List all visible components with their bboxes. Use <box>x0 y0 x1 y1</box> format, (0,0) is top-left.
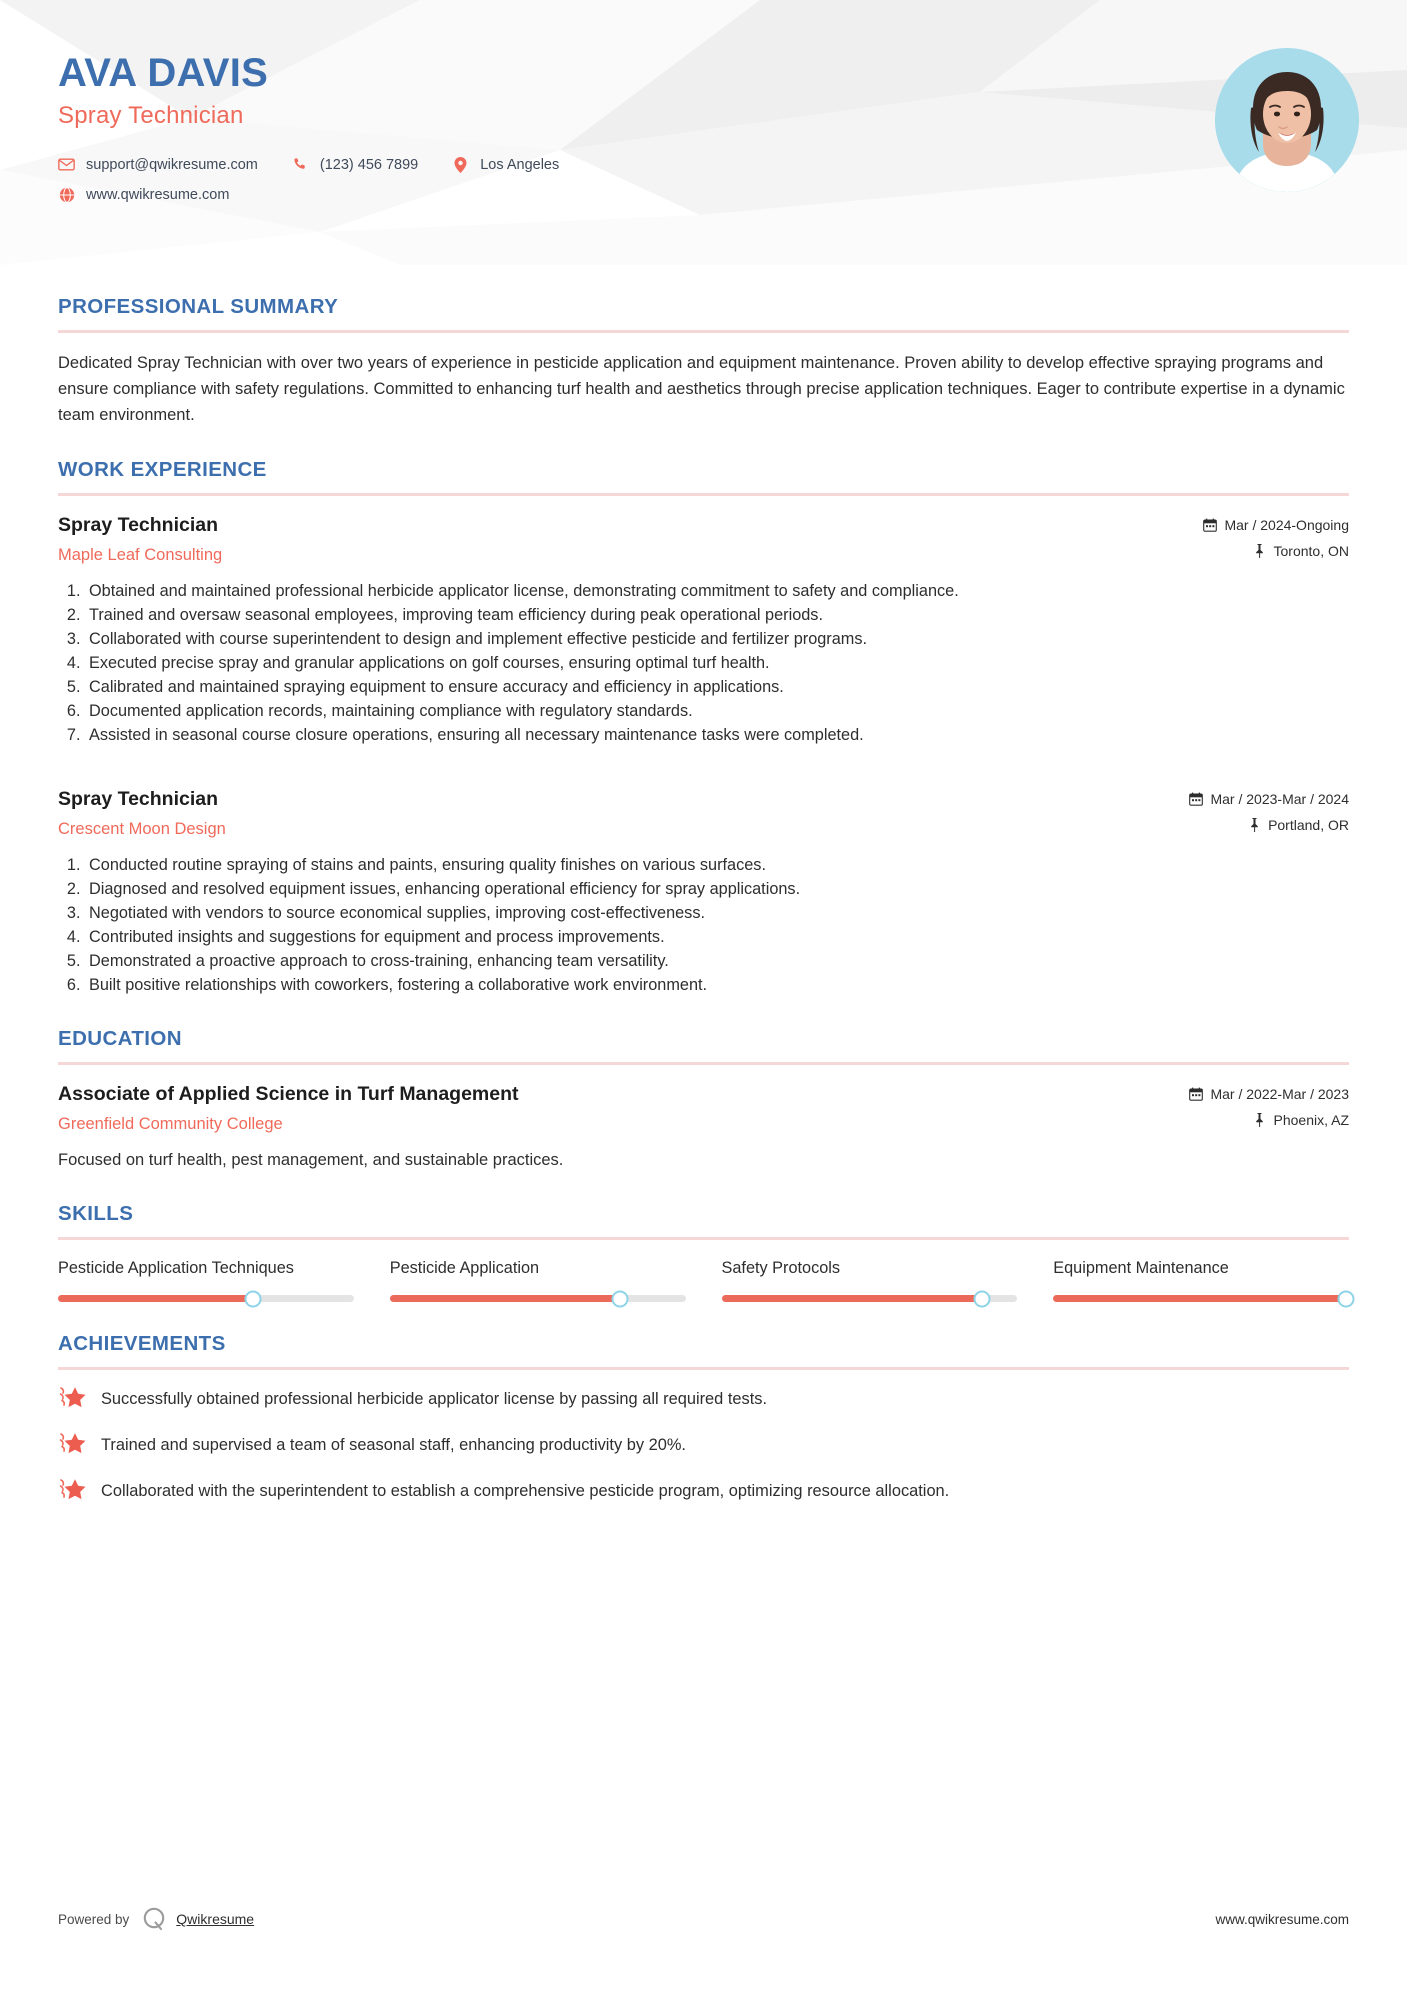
pushpin-icon <box>1247 818 1261 832</box>
qwikresume-logo-icon <box>141 1906 167 1932</box>
bullet-item: 3. Collaborated with course superintendent to design and implement effective pesticide and fertilizer programs. <box>85 627 1349 651</box>
work-entry <box>58 787 1349 997</box>
contact-email-text: support@qwikresume.com <box>86 156 258 173</box>
contact-email[interactable] <box>58 156 258 173</box>
skill-progress-knob[interactable] <box>1338 1290 1355 1307</box>
calendar-icon <box>1203 518 1217 532</box>
phone-icon <box>292 156 309 173</box>
globe-icon <box>58 186 75 203</box>
skill-progress-fill <box>390 1295 621 1302</box>
section-achievements <box>58 1332 1349 1503</box>
contact-website[interactable] <box>58 186 229 203</box>
work-entry-bullets <box>58 579 1349 748</box>
bullet-item: 2. Diagnosed and resolved equipment issues, enhancing operational efficiency for spray applications. <box>85 877 1349 901</box>
contact-phone[interactable] <box>292 156 418 173</box>
qwikresume-brand-link[interactable]: Qwikresume <box>176 1911 255 1927</box>
bullet-item: 6. Documented application records, maintaining compliance with regulatory standards. <box>85 699 1349 723</box>
skill-label: Equipment Maintenance <box>1053 1259 1229 1278</box>
work-entry-date: Mar / 2024-Ongoing <box>1224 517 1349 534</box>
achievement-text: Successfully obtained professional herbicide applicator license by passing all required tests. <box>101 1390 768 1409</box>
contact-phone-text: (123) 456 7899 <box>319 156 419 173</box>
bullet-item: 4. Contributed insights and suggestions for equipment and process improvements. <box>85 925 1349 949</box>
footer-branding <box>58 1906 254 1932</box>
achievements-list <box>58 1387 1349 1503</box>
education-date-line <box>1189 1086 1349 1102</box>
bullet-item: 3. Negotiated with vendors to source economical supplies, improving cost-effectiveness. <box>85 901 1349 925</box>
skill-label: Pesticide Application <box>389 1259 540 1278</box>
calendar-icon <box>1189 792 1203 806</box>
work-entry-left <box>58 513 1203 564</box>
work-entry-left <box>58 787 1189 838</box>
pushpin-icon <box>1253 544 1267 558</box>
skill-progress-knob[interactable] <box>612 1290 629 1307</box>
job-role-subtitle: Spray Technician <box>58 102 244 130</box>
work-entry-company: Crescent Moon Design <box>58 819 226 838</box>
location-pin-icon <box>452 156 469 173</box>
contact-row-secondary <box>58 186 1351 203</box>
star-badge-icon <box>58 1431 88 1457</box>
skill-progress-fill <box>58 1295 253 1302</box>
section-title-skills: SKILLS <box>58 1202 134 1226</box>
work-entry-date-line <box>1203 517 1349 533</box>
section-education <box>58 1027 1349 1172</box>
section-divider <box>58 493 1349 496</box>
skill-progress-track[interactable] <box>390 1295 686 1302</box>
work-entry-date-line <box>1189 791 1349 807</box>
education-location: Phoenix, AZ <box>1273 1112 1349 1129</box>
skill-progress-track[interactable] <box>722 1295 1018 1302</box>
section-title-achievements: ACHIEVEMENTS <box>58 1332 226 1356</box>
pushpin-icon <box>1253 1113 1267 1127</box>
contact-website-text: www.qwikresume.com <box>86 186 230 203</box>
achievement-text: Trained and supervised a team of seasonal staff, enhancing productivity by 20%. <box>101 1436 686 1455</box>
work-entry-meta <box>1189 787 1349 833</box>
skill-item <box>1053 1257 1349 1302</box>
bullet-item: 5. Demonstrated a proactive approach to cross-training, enhancing team versatility. <box>85 949 1349 973</box>
skill-progress-track[interactable] <box>1053 1295 1349 1302</box>
work-entry-location-line <box>1189 817 1349 833</box>
skill-item <box>390 1257 722 1302</box>
work-entry-title: Spray Technician <box>58 788 219 811</box>
work-entry-header <box>58 787 1349 838</box>
envelope-icon <box>58 156 75 173</box>
star-badge-icon <box>58 1477 88 1503</box>
section-divider <box>58 1062 1349 1065</box>
page-title: AVA DAVIS <box>58 51 269 95</box>
footer-website[interactable]: www.qwikresume.com <box>1215 1911 1349 1927</box>
resume-header <box>0 0 1407 265</box>
bullet-item: 1. Conducted routine spraying of stains and paints, ensuring quality finishes on various surfaces. <box>85 853 1349 877</box>
bullet-item: 5. Calibrated and maintained spraying equipment to ensure accuracy and efficiency in applications. <box>85 675 1349 699</box>
achievement-item <box>58 1387 1349 1412</box>
achievement-item <box>58 1479 1349 1504</box>
work-entry-location: Portland, OR <box>1268 817 1349 834</box>
section-divider <box>58 1237 1349 1240</box>
powered-by-label: Powered by <box>58 1911 130 1927</box>
section-title-work: WORK EXPERIENCE <box>58 458 267 482</box>
work-entry-date: Mar / 2023-Mar / 2024 <box>1210 791 1349 808</box>
section-work-experience <box>58 458 1349 997</box>
bullet-item: 7. Assisted in seasonal course closure operations, ensuring all necessary maintenance tasks were completed. <box>85 723 1349 747</box>
education-entry-header <box>58 1082 1349 1133</box>
avatar <box>1215 48 1359 192</box>
bullet-item: 1. Obtained and maintained professional herbicide applicator license, demonstrating commitment to safety and compliance. <box>85 579 1349 603</box>
section-title-education: EDUCATION <box>58 1027 182 1051</box>
skill-item <box>722 1257 1054 1302</box>
skill-progress-knob[interactable] <box>973 1290 990 1307</box>
contact-row-primary <box>58 156 1351 173</box>
bullet-item: 6. Built positive relationships with coworkers, fostering a collaborative work environment. <box>85 973 1349 997</box>
work-entry-company: Maple Leaf Consulting <box>58 545 223 564</box>
contact-location-text: Los Angeles <box>480 156 560 173</box>
star-badge-icon <box>58 1385 88 1411</box>
education-description: Focused on turf health, pest management, and sustainable practices. <box>58 1150 564 1169</box>
resume-body <box>0 295 1407 1504</box>
work-entry-header <box>58 513 1349 564</box>
work-entry-bullets <box>58 853 1349 998</box>
section-divider <box>58 1367 1349 1370</box>
education-degree: Associate of Applied Science in Turf Management <box>58 1083 519 1106</box>
skill-item <box>58 1257 390 1302</box>
bullet-item: 2. Trained and oversaw seasonal employees, improving team efficiency during peak operational periods. <box>85 603 1349 627</box>
work-entry-location-line <box>1203 543 1349 559</box>
skills-grid <box>58 1257 1349 1302</box>
section-skills <box>58 1202 1349 1302</box>
skill-progress-fill <box>1053 1295 1346 1302</box>
education-date: Mar / 2022-Mar / 2023 <box>1210 1086 1349 1103</box>
work-entry-location: Toronto, ON <box>1273 543 1349 560</box>
education-school: Greenfield Community College <box>58 1114 283 1133</box>
work-entry <box>58 513 1349 747</box>
skill-label: Pesticide Application Techniques <box>58 1259 294 1278</box>
skill-progress-fill <box>722 1295 982 1302</box>
work-entry-meta <box>1203 513 1349 559</box>
contact-location <box>452 156 559 173</box>
section-professional-summary <box>58 295 1349 428</box>
education-entry-meta <box>1189 1082 1349 1128</box>
summary-text: Dedicated Spray Technician with over two years of experience in pesticide application and equipment maintenance. Proven ability to develop effective spraying programs and ensure compliance with safety regulations. Committed to enhancing turf health and aesthetics through precise application techniques. Eager to contribute expertise in a dynamic team environment. <box>58 354 1345 425</box>
skill-label: Safety Protocols <box>721 1259 841 1278</box>
work-entry-title: Spray Technician <box>58 514 219 537</box>
calendar-icon <box>1189 1087 1203 1101</box>
skill-progress-track[interactable] <box>58 1295 354 1302</box>
education-entry <box>58 1082 1349 1172</box>
achievement-text: Collaborated with the superintendent to establish a comprehensive pesticide program, optimizing resource allocation. <box>101 1482 950 1501</box>
section-title-summary: PROFESSIONAL SUMMARY <box>58 295 339 318</box>
education-entry-left <box>58 1082 1189 1133</box>
page-footer <box>58 1906 1349 1932</box>
bullet-item: 4. Executed precise spray and granular applications on golf courses, ensuring optimal turf health. <box>85 651 1349 675</box>
achievement-item <box>58 1433 1349 1458</box>
education-location-line <box>1189 1112 1349 1128</box>
skill-progress-knob[interactable] <box>245 1290 262 1307</box>
section-divider <box>58 330 1349 333</box>
